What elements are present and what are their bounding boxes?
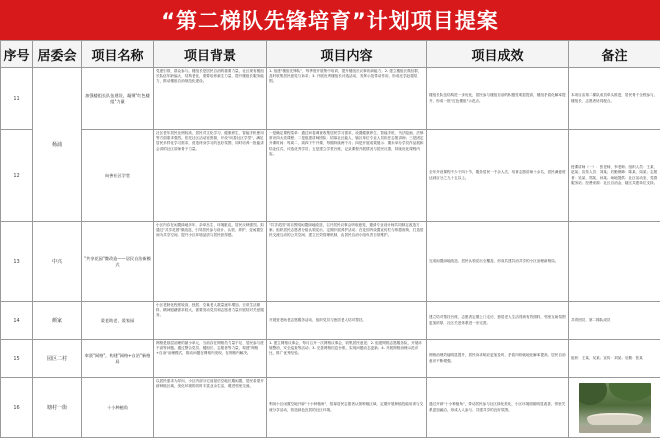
row-note: 本项目由第二梯队成员牵头推进，居民骨干全程参与，楼组长、志愿者协同配合。 [569, 68, 660, 130]
row-background: 社区老年居民比例较高，居民对文化学习、健康养生、智能手机使用等方面需求强烈。依托社区活动室资源，开设"向善社区学堂"，满足居民多样化学习需求，营造终身学习的良好氛围，同时培养一批能讲会讲的社区讲师骨干力量。 [154, 130, 267, 222]
row-note [569, 222, 660, 302]
row-content: "共享花园"项目围绕闲置绿地改造，召开居民议事会听取意见，邀请专业设计师共同制定改造方案；组织居民志愿者分组认领花坛，定期开展养护活动；在花园内设置宣传栏与休憩座椅，打造居民交流互动的公共空间；建立长效管理机制，由居民自治小组负责日常维护。 [267, 222, 427, 302]
row-project-name: 十小种植角 [82, 378, 154, 438]
row-project-name: 奉贤"网格"，构建"网格+自治"新格局 [82, 340, 154, 378]
tree-canopy [579, 383, 607, 405]
col-header-note: 备注 [569, 41, 660, 68]
row-background: 党建引领，群众参与。楼组长是居民自治的重要力量，社区现有楼组长队伍年龄偏大、结构老化，需要培养新生力量，提升楼组长服务能力，推动楼组自治规范化建设。 [154, 68, 267, 130]
row-committee: 园区二村 [33, 340, 82, 378]
row-index: 11 [1, 68, 33, 130]
row-content: 利用小区闲置空地开辟"十小种植角"，招募居民志愿者认领种植区域，定期开展种植技能培训与交流分享活动，营造绿色宜居的社区环境。 [267, 378, 427, 438]
row-index: 13 [1, 222, 33, 302]
col-header-background: 项目背景 [154, 41, 267, 68]
row-committee: 颜家 [33, 302, 82, 340]
header-row [1, 41, 660, 68]
row-index: 14 [1, 302, 33, 340]
table-row [1, 378, 660, 438]
row-outcome: 建立结对帮扶台账，志愿者定期上门走访，独居老人生活得到有效照料，邻里互助氛围更加浓厚，社区关爱体系进一步完善。 [427, 302, 569, 340]
table-row [1, 340, 660, 378]
row-photo-cell [569, 378, 660, 438]
row-note: 授课讲师（一）：张老师、李老师；组织人员：王某、赵某；宣传人员：刘某；后勤保障：陈某、周某；志愿者：吴某、郑某、孙某；场地提供：社区活动室、党群服务站；经费来源：社区自治金、辖区共建单位支持。 [569, 130, 660, 222]
row-background: 小区内存在闲置绿地多年，杂草丛生、环境脏乱，居民反映强烈。拟通过"共享花园"微改造，引导居民参与设计、认领、养护，变闲置空间为共享空间，提升小区环境品质与居民获得感。 [154, 222, 267, 302]
row-content: 一是确定课程菜单：通过问卷调查收集居民学习需求，设置健康养生、智能手机、书法绘画、法律常识四大类课程；二是组建讲师团队：招募社区能人、辖区单位专业人员担任志愿讲师；三是固定开课时间：每周二、周四下午开课，每期持续两个月；四是开展成果展示：期末举办学员作品展和结业仪式，评选优秀学员；五是建立学堂台账，记录课程开展情况与居民反馈，持续优化课程内容。 [267, 130, 427, 222]
table-row [1, 222, 660, 302]
col-header-project-name: 项目名称 [82, 41, 154, 68]
table-row [1, 130, 660, 222]
garden-path [579, 426, 651, 433]
proposal-table [0, 40, 660, 438]
row-committee: 塘村一街 [33, 378, 82, 438]
table-row [1, 302, 660, 340]
tree-canopy [609, 383, 651, 401]
row-project-name: 加强楼组长队伍建设，凝聚"红色楼组"力量 [82, 68, 154, 130]
title-banner [0, 0, 660, 40]
table-row [1, 68, 660, 130]
row-project-name: 向善社区学堂 [82, 130, 154, 222]
row-outcome: 网格治理效能明显提升，居民诉求响应更加及时，矛盾纠纷就地化解率提高，居民自治意识不断增强。 [427, 340, 569, 378]
row-index: 15 [1, 340, 33, 378]
col-header-content: 项目内容 [267, 41, 427, 68]
row-background: 网格是基层治理的最小单元，当前存在网格员力量不足、居民参与度不高等问题。通过整合党员、楼组长、志愿者等力量，构建"网格+自治"治理模式，推动问题在网格内发现、在网格内解决。 [154, 340, 267, 378]
row-outcome: 全年开设课程不少于四十节，服务居民一千余人次，培育志愿讲师十余名，居民满意度达到百分之九十五以上。 [427, 130, 569, 222]
row-outcome: 完成闲置绿地改造，居民认领花坛全覆盖，形成共建共治共享的小区治理新格局。 [427, 222, 569, 302]
row-content: 1. 组建"楼组先锋队"，每季度开展集中培训，提升楼组长议事协商能力；2. 建立楼组长微信群，及时收集居民意见与诉求；3. 开展优秀楼组长评选活动，发挥示范带动作用，形成比学赶超氛围。 [267, 68, 427, 130]
col-header-outcome: 项目成效 [427, 41, 569, 68]
page-title: “第二梯队先锋培育”计划项目提案 [161, 5, 499, 35]
row-project-name: 爱老助老、爱家园 [82, 302, 154, 340]
row-background: 小区老龄化程度较高，独居、空巢老人数量逐年增加，日常生活照料、精神慰藉需求较大，需要发动党员和志愿者力量开展结对关爱服务。 [154, 302, 267, 340]
row-committee: 中兴 [33, 222, 82, 302]
row-index: 12 [1, 130, 33, 222]
garden-bench-photo [579, 383, 651, 433]
row-outcome: 通过开辟"十小种植角"，带动居民参与社区绿化美化，小区环境面貌明显改善，邻里关系更加融洽，形成人人参与、共建共享的良好氛围。 [427, 378, 569, 438]
row-outcome: 楼组长队伍结构进一步优化，居民参与楼组自治的积极性明显提高，楼组矛盾化解率提升，形成一批"红色楼组"示范点。 [427, 68, 569, 130]
row-note: 共青团员、第二梯队成员 [569, 302, 660, 340]
curved-bench [587, 413, 643, 425]
row-note: 组织：王某、吴某；宣传：刘某；后勤：张某 [569, 340, 660, 378]
row-project-name: "共享花园"微改造——居民自治新模式 [82, 222, 154, 302]
row-committee: 杨浦 [33, 68, 82, 222]
row-background: 以居民需求为导向，小区内部分宅前屋后空地长期闲置，居民希望开辟种植区域，美化环境的同时丰富业余生活，增进邻里交流。 [154, 378, 267, 438]
row-content: 开展爱老助老志愿服务活动，组织党员与独居老人结对帮扶。 [267, 302, 427, 340]
row-content: 1. 建立网格议事会，每月召开一次网格议事会，收集居民意见；2. 组建网格志愿服务队，开展环境整治、安全巡查等活动；3. 完善网格信息台账，实现问题动态更新；4. 开展网格治理示范评比，推广优秀经验。 [267, 340, 427, 378]
col-header-index: 序号 [1, 41, 33, 68]
col-header-committee: 居委会 [33, 41, 82, 68]
row-index: 16 [1, 378, 33, 438]
